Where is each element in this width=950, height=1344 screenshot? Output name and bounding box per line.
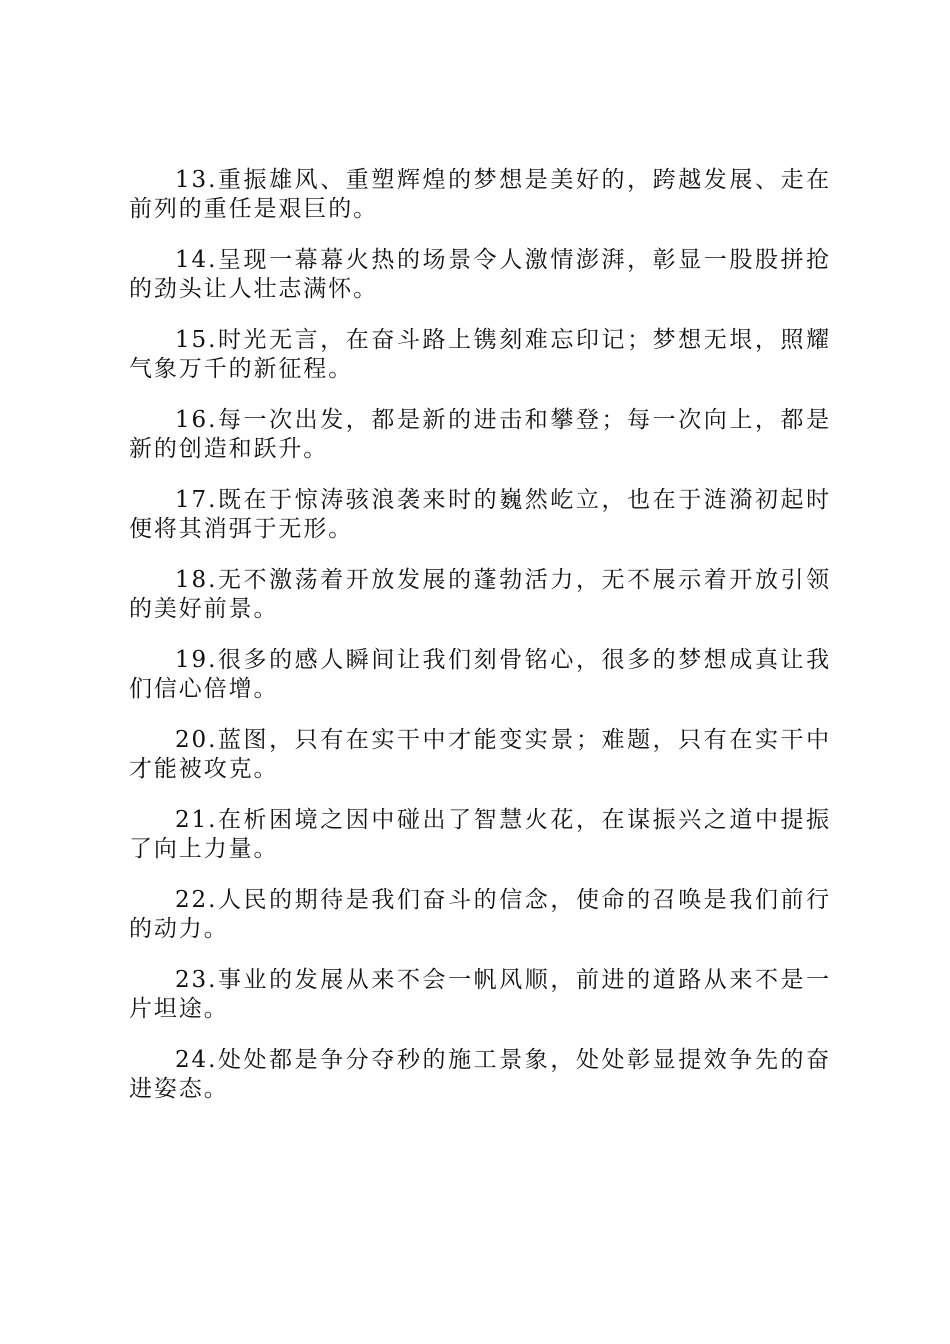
paragraph-21: 21.在析困境之因中碰出了智慧火花，在谋振兴之道中提振了向上力量。 bbox=[129, 807, 831, 862]
paragraph-16: 16.每一次出发，都是新的进击和攀登；每一次向上，都是新的创造和跃升。 bbox=[129, 407, 831, 462]
paragraph-18: 18.无不激荡着开放发展的蓬勃活力，无不展示着开放引领的美好前景。 bbox=[129, 567, 831, 622]
paragraph-23: 23.事业的发展从来不会一帆风顺，前进的道路从来不是一片坦途。 bbox=[129, 967, 831, 1022]
paragraph-15: 15.时光无言，在奋斗路上镌刻难忘印记；梦想无垠，照耀气象万千的新征程。 bbox=[129, 327, 831, 382]
paragraph-14: 14.呈现一幕幕火热的场景令人激情澎湃，彰显一股股拼抢的劲头让人壮志满怀。 bbox=[129, 247, 831, 302]
paragraph-20: 20.蓝图，只有在实干中才能变实景；难题，只有在实干中才能被攻克。 bbox=[129, 727, 831, 782]
paragraph-22: 22.人民的期待是我们奋斗的信念，使命的召唤是我们前行的动力。 bbox=[129, 887, 831, 942]
document-body bbox=[129, 166, 831, 1126]
paragraph-13: 13.重振雄风、重塑辉煌的梦想是美好的，跨越发展、走在前列的重任是艰巨的。 bbox=[129, 167, 831, 222]
paragraph-17: 17.既在于惊涛骇浪袭来时的巍然屹立，也在于涟漪初起时便将其消弭于无形。 bbox=[129, 487, 831, 542]
paragraph-19: 19.很多的感人瞬间让我们刻骨铭心，很多的梦想成真让我们信心倍增。 bbox=[129, 647, 831, 702]
paragraph-24: 24.处处都是争分夺秒的施工景象，处处彰显提效争先的奋进姿态。 bbox=[129, 1047, 831, 1102]
